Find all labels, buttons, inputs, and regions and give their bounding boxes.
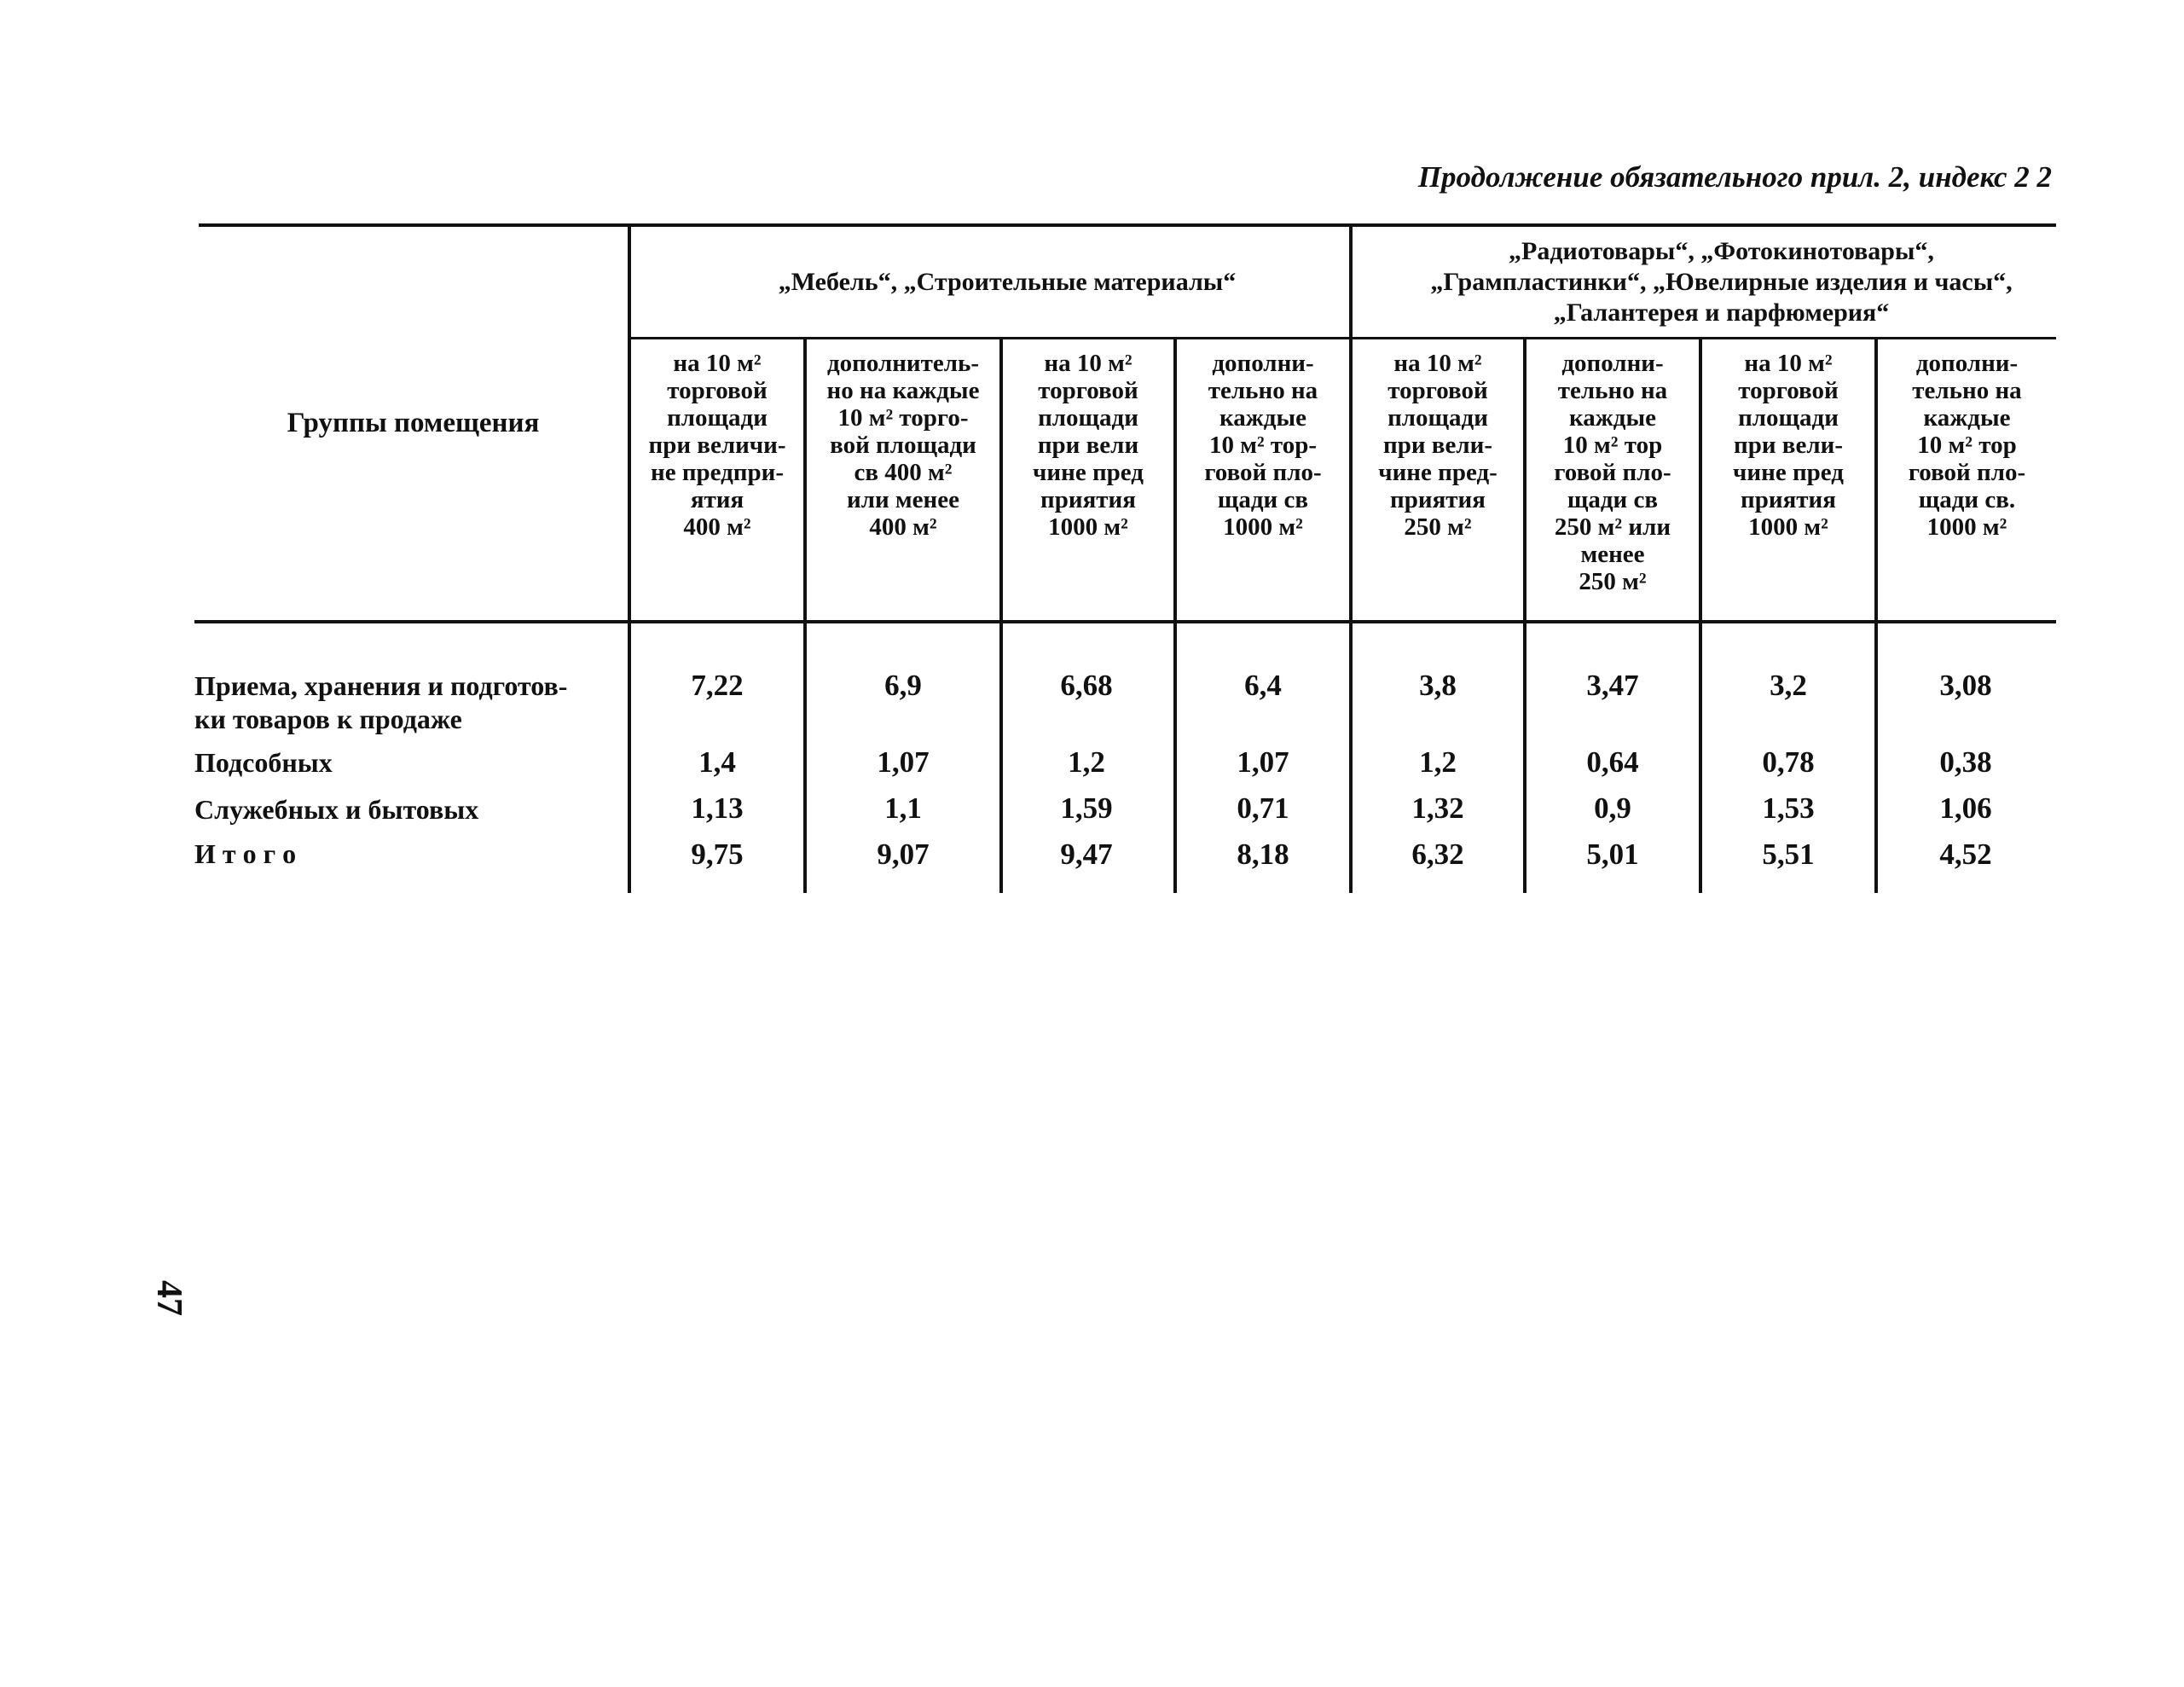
table-cell: 9,47: [1060, 838, 1113, 871]
subheader-cell: на 10 м² торговой площади при вели чине пред приятия 1000 м²: [1033, 350, 1144, 541]
table-cell: 1,2: [1419, 745, 1457, 779]
subheader-cell: дополни- тельно на каждые 10 м² тор говой пло- щади св 250 м² или менее 250 м²: [1554, 350, 1671, 595]
table-cell: 3,08: [1939, 669, 1992, 702]
table-cell: 0,9: [1594, 791, 1631, 825]
table-cell: 9,07: [877, 838, 930, 871]
row-label: Служебных и бытовых: [194, 794, 479, 825]
table-cell: 1,07: [877, 745, 930, 779]
subheader-cell: дополни- тельно на каждые 10 м² тор говой пло- щади св. 1000 м²: [1908, 350, 2026, 541]
table-cell: 3,2: [1770, 669, 1807, 702]
row-label: Подсобных: [194, 747, 333, 778]
row-header-title: Группы помещения: [287, 408, 540, 438]
table-cell: 3,8: [1419, 669, 1457, 702]
table-cell: 6,68: [1060, 669, 1113, 702]
table-cell: 1,07: [1237, 745, 1289, 779]
table-cell: 6,32: [1411, 838, 1464, 871]
group-header-furniture: „Мебель“, „Строительные материалы“: [778, 267, 1237, 296]
table-cell: 1,1: [884, 791, 922, 825]
header-bottom-rule: [194, 620, 2056, 623]
table-cell: 6,4: [1244, 669, 1282, 702]
table-cell: 1,06: [1939, 791, 1992, 825]
table-cell: 1,4: [698, 745, 736, 779]
table-cell: 1,53: [1762, 791, 1815, 825]
subheader-cell: дополни- тельно на каждые 10 м² тор- говой пло- щади св 1000 м²: [1204, 350, 1322, 541]
table-cell: 3,47: [1586, 669, 1639, 702]
table-cell: 0,64: [1586, 745, 1639, 779]
table-cell: 1,59: [1060, 791, 1113, 825]
subheader-cell: на 10 м² торговой площади при величи- не предпри- ятия 400 м²: [648, 350, 786, 541]
table-cell: 1,32: [1411, 791, 1464, 825]
table-cell: 0,38: [1939, 745, 1992, 779]
table-cell: 5,01: [1586, 838, 1639, 871]
table-cell: 1,2: [1068, 745, 1105, 779]
table-cell: 8,18: [1237, 838, 1289, 871]
subheader-cell: дополнитель- но на каждые 10 м² торго- вой площади св 400 м² или менее 400 м²: [826, 350, 980, 541]
table-cell: 1,13: [691, 791, 744, 825]
table-cell: 4,52: [1939, 838, 1992, 871]
group-header-radio: „Радиотовары“, „Фотокинотовары“, „Грампластинки“, „Ювелирные изделия и часы“, „Галантерея и парфюмерия“: [1430, 236, 2013, 327]
table-cell: 5,51: [1762, 838, 1815, 871]
table-cell: 9,75: [691, 838, 744, 871]
table-cell: 0,78: [1762, 745, 1815, 779]
subheader-cell: на 10 м² торговой площади при вели- чине пред- приятия 250 м²: [1378, 350, 1498, 541]
table-caption: Продолжение обязательного прил. 2, индекс 2 2: [1417, 160, 2052, 194]
table-cell: 0,71: [1237, 791, 1289, 825]
table-cell: 7,22: [691, 669, 744, 702]
page-number: 47: [149, 1280, 188, 1316]
table-cell: 6,9: [884, 669, 922, 702]
row-label: И т о г о: [194, 838, 297, 869]
row-label: Приема, хранения и подготов- ки товаров к продаже: [194, 670, 568, 734]
subheader-cell: на 10 м² торговой площади при вели- чине пред приятия 1000 м²: [1733, 350, 1844, 541]
group-divider-rule: [629, 337, 2056, 339]
